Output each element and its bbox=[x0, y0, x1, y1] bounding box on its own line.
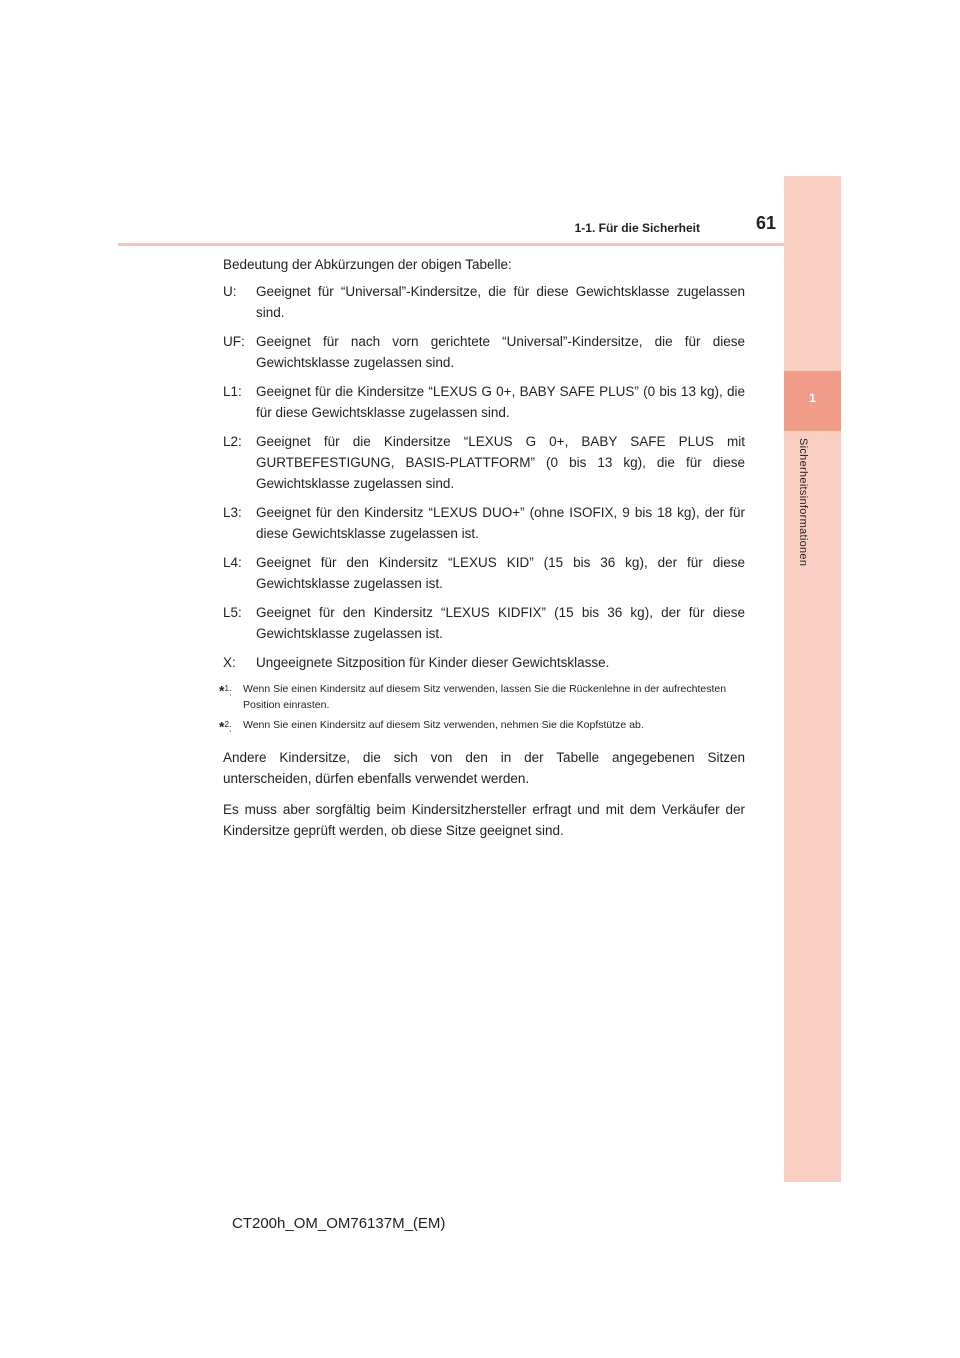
definition-item bbox=[223, 281, 745, 323]
footnote-number: 2 bbox=[224, 720, 229, 729]
definition-key: L2: bbox=[223, 434, 242, 449]
footnote bbox=[219, 681, 745, 713]
page-content bbox=[219, 254, 745, 841]
definition-item bbox=[223, 331, 745, 373]
chapter-label: Sicherheitsinformationen bbox=[797, 438, 809, 567]
page-number: 61 bbox=[755, 213, 776, 233]
definition-key: L4: bbox=[223, 555, 242, 570]
definition-key: UF: bbox=[223, 334, 245, 349]
definition-text: Geeignet für den Kindersitz “LEXUS DUO+” (ohne ISOFIX, 9 bis 18 kg), der für diese Gewichtsklasse zugelassen ist. bbox=[256, 505, 745, 541]
body-paragraph: Andere Kindersitze, die sich von den in der Tabelle angegebenen Sitzen unterscheiden, dürfen ebenfalls verwendet werden. bbox=[223, 749, 745, 786]
definition-item bbox=[223, 502, 745, 544]
definition-text: Geeignet für “Universal”-Kindersitze, die für diese Gewichtsklasse zugelassen sind. bbox=[256, 284, 745, 320]
footnote-text: Wenn Sie einen Kindersitz auf diesem Sitz verwenden, lassen Sie die Rückenlehne in der aufrechtesten Position einrasten. bbox=[243, 683, 727, 711]
footnote-number: 1 bbox=[224, 684, 229, 693]
body-paragraph: Es muss aber sorgfältig beim Kindersitzhersteller erfragt und mit dem Verkäufer der Kindersitze geprüft werden, ob diese Sitze geeignet sind. bbox=[223, 801, 745, 838]
definition-text: Geeignet für nach vorn gerichtete “Universal”-Kindersitze, die für diese Gewichtsklasse zugelassen sind. bbox=[256, 334, 745, 370]
document-code: CT200h_OM_OM76137M_(EM) bbox=[232, 1215, 446, 1232]
definition-item bbox=[223, 552, 745, 594]
section-title: 1-1. Für die Sicherheit bbox=[574, 221, 700, 235]
definition-item bbox=[223, 602, 745, 644]
definition-key: L5: bbox=[223, 605, 242, 620]
chapter-side-strip bbox=[784, 176, 841, 1182]
abbreviation-intro: Bedeutung der Abkürzungen der obigen Tabelle: bbox=[223, 257, 512, 272]
definition-text: Geeignet für die Kindersitze “LEXUS G 0+, BABY SAFE PLUS mit GURTBEFESTIGUNG, BASIS-PLATTFORM” (0 bis 13 kg), die für diese Gewichtsklasse zugelassen sind. bbox=[256, 434, 745, 491]
definition-item bbox=[223, 652, 745, 673]
definition-key: U: bbox=[223, 284, 237, 299]
definition-key: L1: bbox=[223, 384, 242, 399]
definition-item bbox=[223, 431, 745, 494]
header-divider bbox=[118, 243, 841, 246]
definition-text: Ungeeignete Sitzposition für Kinder dieser Gewichtsklasse. bbox=[256, 655, 610, 670]
footnote-text: Wenn Sie einen Kindersitz auf diesem Sitz verwenden, nehmen Sie die Kopfstütze ab. bbox=[243, 719, 644, 731]
footnote-marker: *$^1$: bbox=[219, 682, 232, 699]
footnote bbox=[219, 717, 745, 737]
definition-text: Geeignet für den Kindersitz “LEXUS KID” (15 bis 36 kg), der für diese Gewichtsklasse zugelassen ist. bbox=[256, 555, 745, 591]
chapter-tab bbox=[784, 371, 841, 431]
footnote-marker: *$^2$: bbox=[219, 718, 232, 735]
chapter-number: 1 bbox=[809, 391, 816, 405]
definition-key: X: bbox=[223, 655, 236, 670]
definition-text: Geeignet für die Kindersitze “LEXUS G 0+, BABY SAFE PLUS” (0 bis 13 kg), die für diese Gewichtsklasse zugelassen sind. bbox=[256, 384, 745, 420]
definition-key: L3: bbox=[223, 505, 242, 520]
definition-text: Geeignet für den Kindersitz “LEXUS KIDFIX” (15 bis 36 kg), der für diese Gewichtsklasse zugelassen ist. bbox=[256, 605, 745, 641]
definition-item bbox=[223, 381, 745, 423]
